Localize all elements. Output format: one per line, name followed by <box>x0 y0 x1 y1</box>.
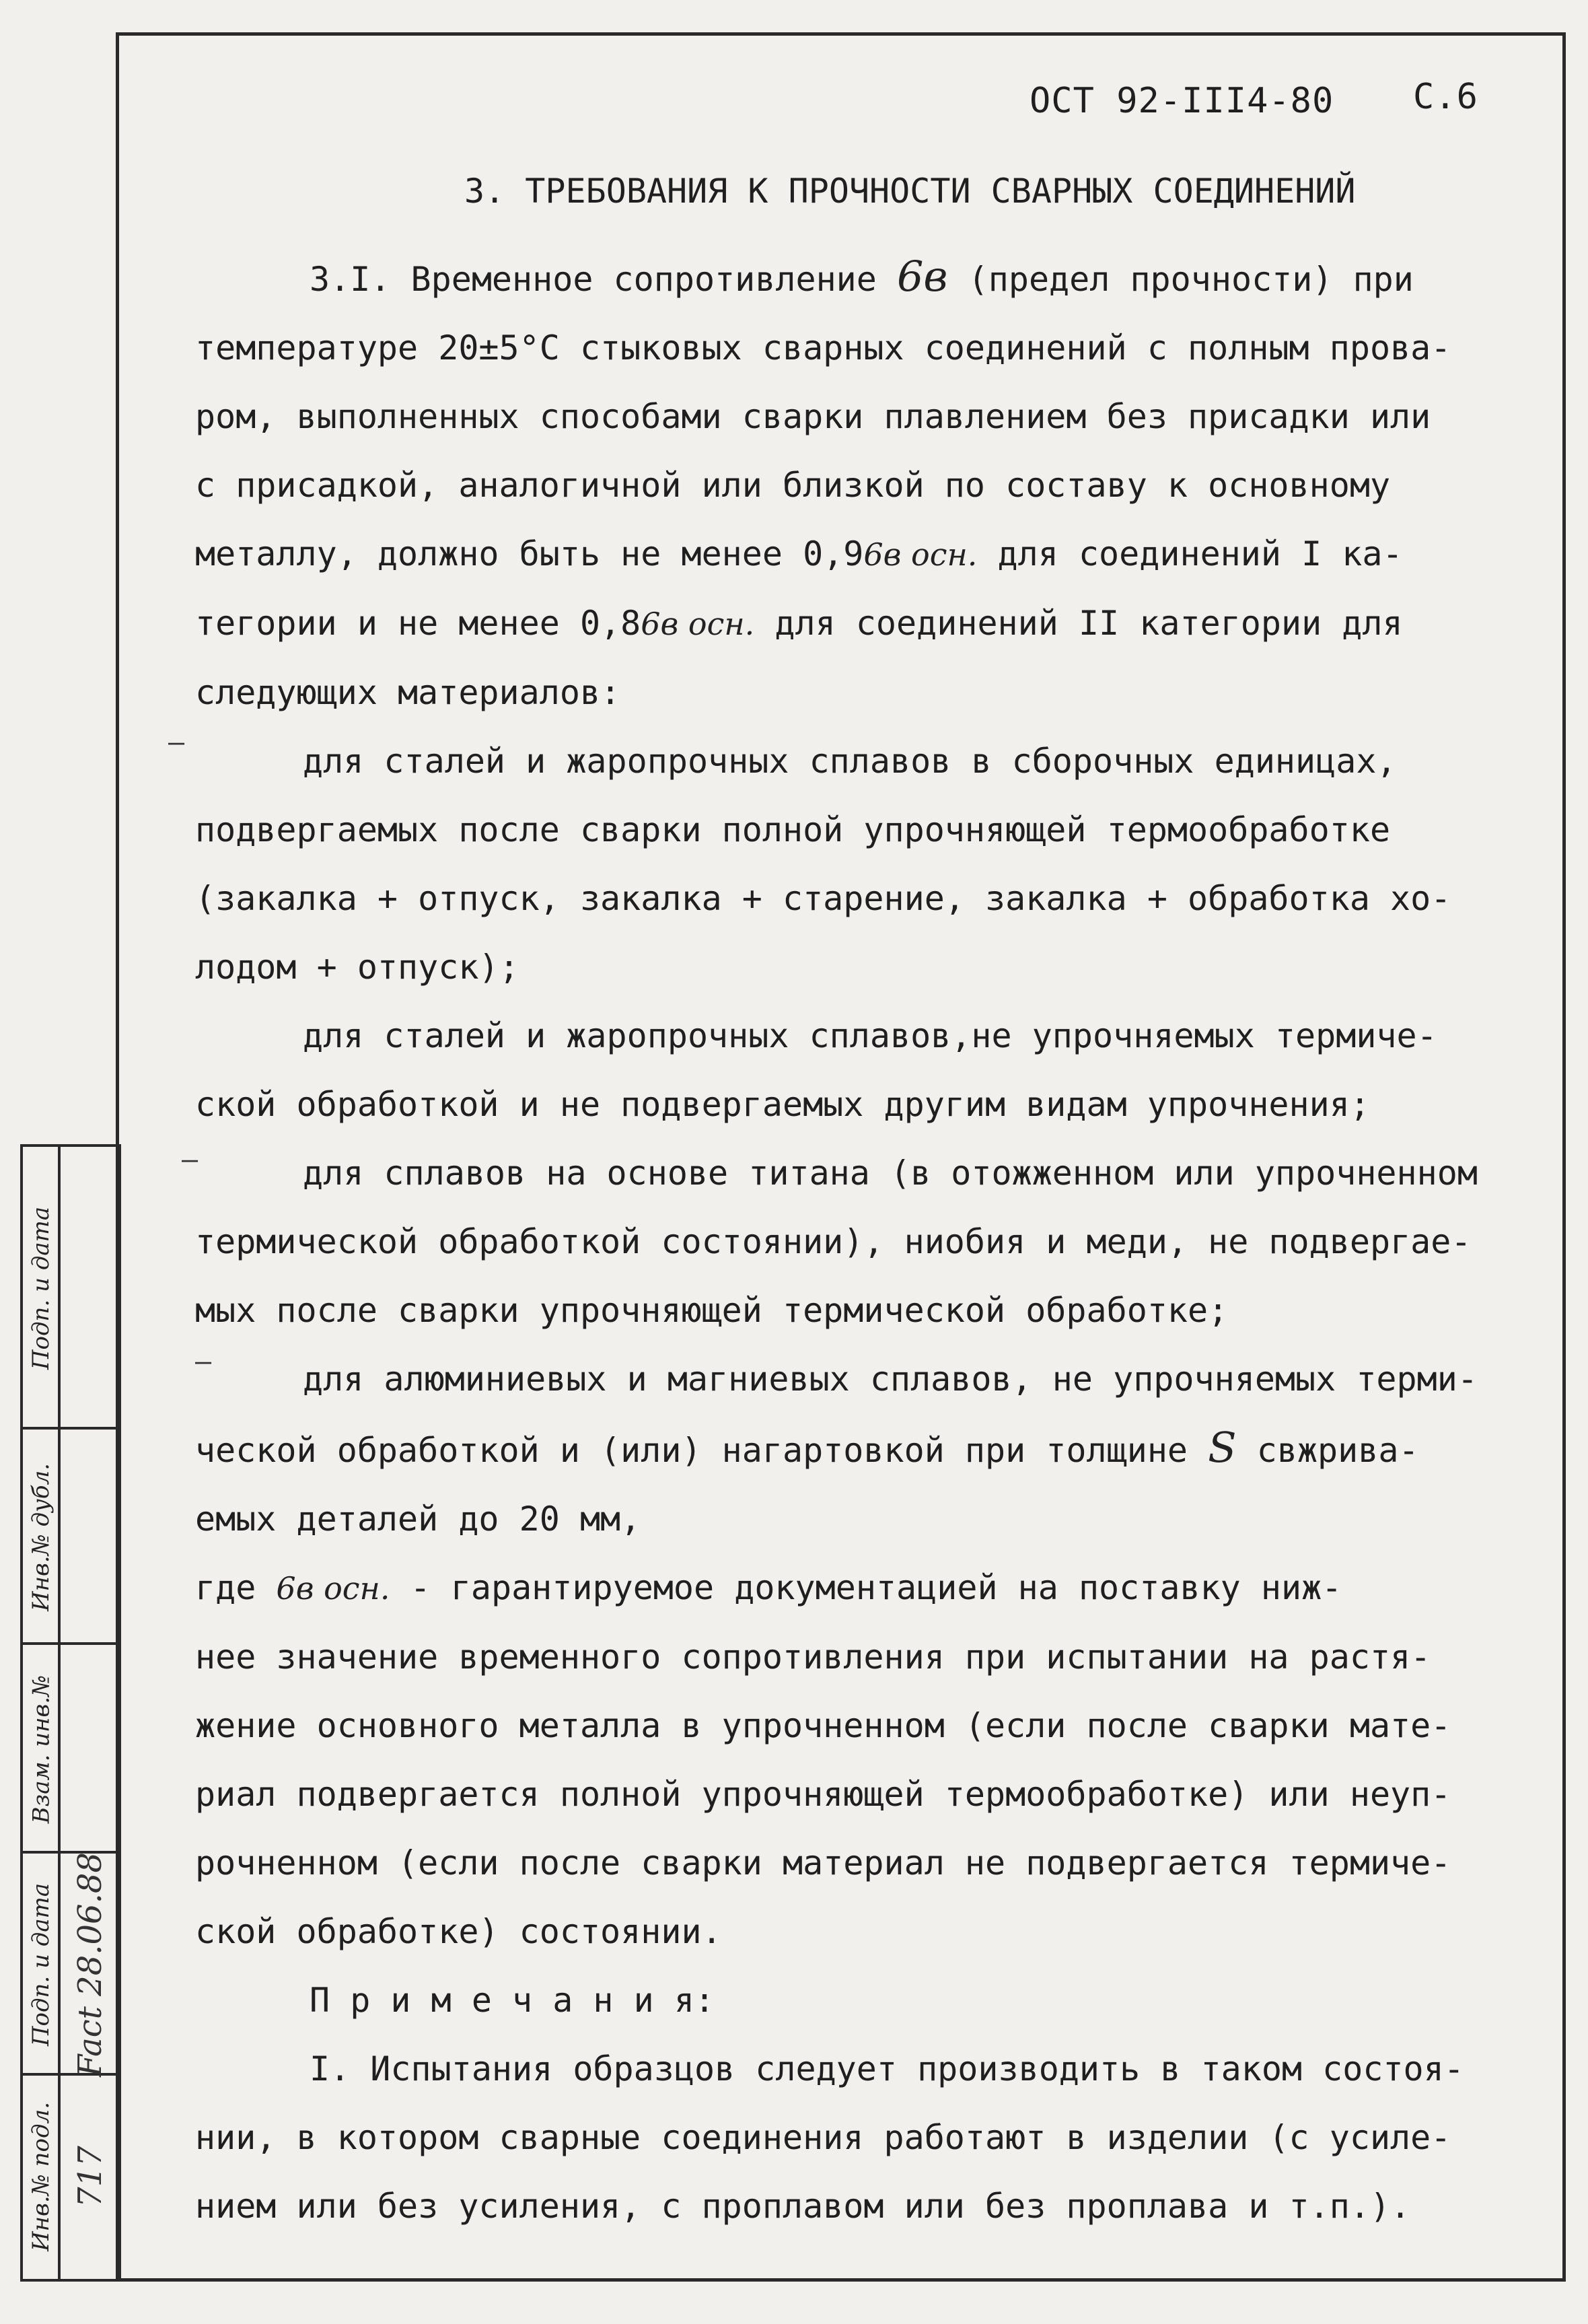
text-line: где 6в осн. - гарантируемое документацией на поставку ниж- <box>195 1568 1342 1607</box>
margin-dash-mark: — <box>168 727 185 758</box>
text-line: температуре 20±5°С стыковых сварных соединений с полным прова- <box>195 328 1451 367</box>
text-line: ской обработке) состоянии. <box>195 1912 722 1951</box>
margin-dash-mark: — <box>182 1144 199 1175</box>
text-line: для сталей и жаропрочных сплавов в сборочных единицах, <box>303 742 1397 781</box>
handwritten-s: S <box>1208 1423 1237 1472</box>
side-stamp <box>20 1144 121 2282</box>
section-title: 3. ТРЕБОВАНИЯ К ПРОЧНОСТИ СВАРНЫХ СОЕДИНЕНИЙ <box>464 172 1356 211</box>
text-line: подвергаемых после сварки полной упрочняющей термообработке <box>195 810 1391 849</box>
stamp-label: Инв.№ подл. <box>28 2102 55 2251</box>
text-line: для алюминиевых и магниевых сплавов, не упрочняемых терми- <box>303 1360 1478 1399</box>
stamp-inventory-number: 717 <box>71 2146 109 2208</box>
text-line: с присадкой, аналогичной или близкой по составу к основному <box>195 466 1391 505</box>
handwritten-sigma-b-osn: 6в осн. <box>863 536 978 573</box>
handwritten-sigma-b-osn: 6в осн. <box>276 1570 390 1607</box>
stamp-label: Инв.№ дубл. <box>28 1463 55 1612</box>
text-line: металлу, должно быть не менее 0,96в осн. для соединений I ка- <box>195 534 1403 573</box>
text-line: термической обработкой состоянии), ниобия и меди, не подвергае- <box>195 1222 1472 1261</box>
stamp-signature: Fact 28.06.88 <box>71 1852 109 2077</box>
handwritten-sigma-b: 6в <box>896 252 948 301</box>
text-line: риал подвергается полной упрочняющей термообработке) или неуп- <box>195 1775 1451 1814</box>
text-line: тегории и не менее 0,86в осн. для соединений II категории для <box>195 604 1403 643</box>
text-line: ром, выполненных способами сварки плавлением без присадки или <box>195 397 1431 436</box>
text-line: I. Испытания образцов следует производить в таком состоя- <box>310 2049 1464 2088</box>
stamp-label: Подп. и дата <box>28 1206 55 1370</box>
text-line: рочненном (если после сварки материал не подвергается термиче- <box>195 1843 1451 1882</box>
text-line: для сплавов на основе титана (в отожженном или упрочненном <box>303 1154 1478 1193</box>
document-header <box>1030 77 1478 121</box>
text-line: 3.I. Временное сопротивление 6в (предел прочности) при <box>310 252 1414 301</box>
text-line: жение основного металла в упрочненном (если после сварки мате- <box>195 1706 1451 1745</box>
text-line: мых после сварки упрочняющей термической обработке; <box>195 1291 1229 1330</box>
notes-heading: П р и м е ч а н и я: <box>310 1981 715 2020</box>
margin-dash-mark: — <box>195 1346 212 1377</box>
text-line: нее значение временного сопротивления при испытании на растя- <box>195 1638 1431 1677</box>
handwritten-sigma-b-osn: 6в осн. <box>641 606 755 642</box>
page-number: С.6 <box>1413 77 1478 117</box>
text-line: (закалка + отпуск, закалка + старение, закалка + обработка хо- <box>195 879 1451 918</box>
stamp-label: Подп. и дата <box>28 1882 55 2047</box>
stamp-label: Взам. инв.№ <box>28 1675 55 1824</box>
body-text <box>195 242 1514 2241</box>
text-line: ческой обработкой и (или) нагартовкой при толщине S свжрива- <box>195 1423 1419 1472</box>
text-line: ской обработкой и не подвергаемых другим видам упрочнения; <box>195 1085 1370 1124</box>
text-line: емых деталей до 20 мм, <box>195 1500 641 1539</box>
document-code: ОСТ 92-III4-80 <box>1030 81 1334 121</box>
text-line: лодом + отпуск); <box>195 948 519 987</box>
text-line: нии, в котором сварные соединения работают в изделии (с усиле- <box>195 2118 1451 2157</box>
text-line: следующих материалов: <box>195 673 621 712</box>
text-line: для сталей и жаропрочных сплавов,не упрочняемых термиче- <box>303 1016 1437 1055</box>
text-line: нием или без усиления, с проплавом или без проплава и т.п.). <box>195 2187 1411 2226</box>
